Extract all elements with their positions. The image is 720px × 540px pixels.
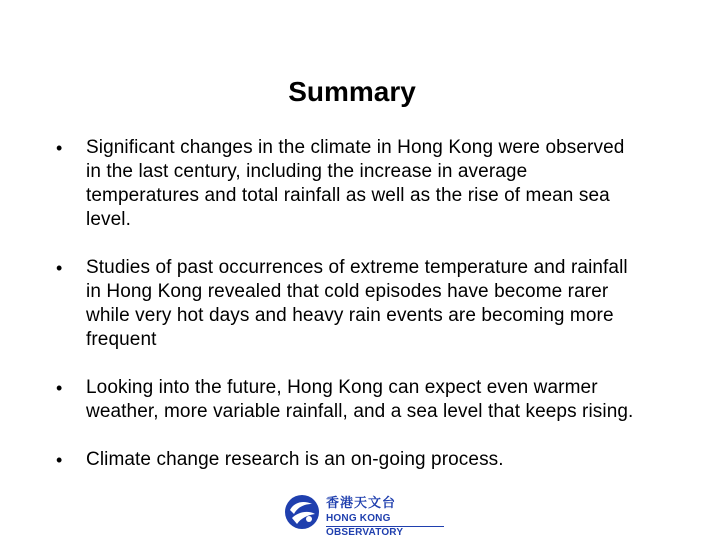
bullet-line: weather, more variable rainfall, and a sea level that keeps rising. bbox=[86, 401, 634, 422]
slide-title-text: Summary bbox=[288, 76, 416, 107]
bullet-line: Looking into the future, Hong Kong can expect even warmer bbox=[86, 377, 598, 398]
logo-divider bbox=[326, 526, 444, 527]
bullet-line: while very hot days and heavy rain events are becoming more bbox=[86, 305, 614, 326]
bullet-line: Studies of past occurrences of extreme temperature and rainfall bbox=[86, 257, 628, 278]
bullet-icon: • bbox=[56, 450, 63, 470]
bullet-line: frequent bbox=[86, 329, 157, 350]
bullet-text bbox=[86, 376, 666, 424]
bullet-line: Significant changes in the climate in Hong Kong were observed bbox=[86, 137, 625, 158]
observatory-emblem-icon bbox=[284, 494, 320, 530]
bullet-text bbox=[86, 448, 666, 472]
bullet-line: Climate change research is an on-going process. bbox=[86, 449, 504, 470]
bullet-text bbox=[86, 256, 666, 352]
bullet-line: temperatures and total rainfall as well as the rise of mean sea bbox=[86, 185, 610, 206]
bullet-line: level. bbox=[86, 209, 131, 230]
bullet-icon: • bbox=[56, 258, 63, 278]
bullet-line: in Hong Kong revealed that cold episodes have become rarer bbox=[86, 281, 609, 302]
bullet-icon: • bbox=[56, 378, 63, 398]
logo-english-name: HONG KONG OBSERVATORY bbox=[326, 513, 404, 538]
bullet-line: in the last century, including the increase in average bbox=[86, 161, 528, 182]
bullet-icon: • bbox=[56, 138, 63, 158]
bullet-text bbox=[86, 136, 666, 232]
logo-chinese-name: 香港天文台 bbox=[326, 496, 397, 511]
observatory-logo bbox=[284, 494, 448, 538]
